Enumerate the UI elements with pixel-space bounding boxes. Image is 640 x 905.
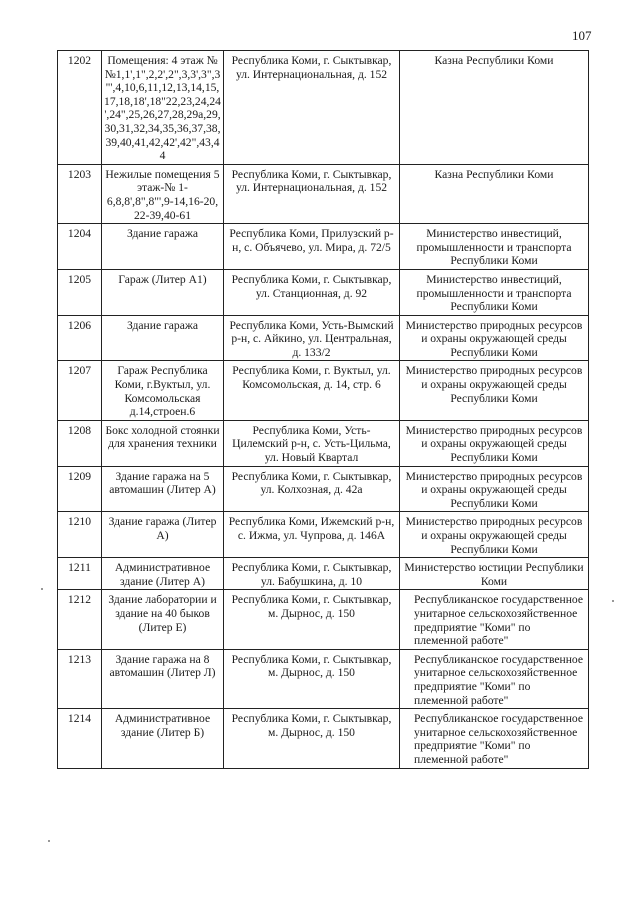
scan-speck <box>41 588 43 590</box>
table-row <box>58 224 589 270</box>
table-row <box>58 709 589 768</box>
object-owner: Министерство инвестиций, промышленности и транспорта Республики Коми <box>400 224 589 270</box>
object-name: Административное здание (Литер А) <box>102 558 224 590</box>
object-owner: Министерство природных ресурсов и охраны окружающей среды Республики Коми <box>400 466 589 512</box>
object-name: Нежилые помещения 5 этаж-№ 1-6,8,8',8",8"',9-14,16-20, 22-39,40-61 <box>102 164 224 223</box>
object-address: Республика Коми, Усть-Вымский р-н, с. Айкино, ул. Центральная, д. 133/2 <box>224 315 400 361</box>
row-number: 1208 <box>58 420 102 466</box>
row-number: 1211 <box>58 558 102 590</box>
object-address: Республика Коми, г. Сыктывкар, ул. Интернациональная, д. 152 <box>224 51 400 165</box>
table-row <box>58 269 589 315</box>
table-row <box>58 466 589 512</box>
table-row <box>58 315 589 361</box>
object-address: Республика Коми, г. Сыктывкар, ул. Колхозная, д. 42а <box>224 466 400 512</box>
row-number: 1202 <box>58 51 102 165</box>
object-address: Республика Коми, Ижемский р-н, с. Ижма, ул. Чупрова, д. 146А <box>224 512 400 558</box>
row-number: 1210 <box>58 512 102 558</box>
row-number: 1213 <box>58 649 102 708</box>
object-owner: Республиканское государственное унитарное сельскохозяйственное предприятие "Коми" по племенной работе" <box>400 709 589 768</box>
object-owner: Казна Республики Коми <box>400 164 589 223</box>
object-name: Здание лаборатории и здание на 40 быков (Литер Е) <box>102 590 224 649</box>
object-name: Здание гаража на 8 автомашин (Литер Л) <box>102 649 224 708</box>
object-name: Здание гаража на 5 автомашин (Литер А) <box>102 466 224 512</box>
row-number: 1205 <box>58 269 102 315</box>
object-owner: Министерство природных ресурсов и охраны окружающей среды Республики Коми <box>400 361 589 420</box>
object-address: Республика Коми, г. Сыктывкар, ул. Станционная, д. 92 <box>224 269 400 315</box>
row-number: 1204 <box>58 224 102 270</box>
object-address: Республика Коми, г. Сыктывкар, ул. Бабушкина, д. 10 <box>224 558 400 590</box>
object-address: Республика Коми, г. Вуктыл, ул. Комсомольская, д. 14, стр. 6 <box>224 361 400 420</box>
object-owner: Республиканское государственное унитарное сельскохозяйственное предприятие "Коми" по племенной работе" <box>400 590 589 649</box>
object-owner: Министерство инвестиций, промышленности и транспорта Республики Коми <box>400 269 589 315</box>
object-name: Гараж Республика Коми, г.Вуктыл, ул. Комсомольская д.14,строен.6 <box>102 361 224 420</box>
object-name: Здание гаража <box>102 315 224 361</box>
object-address: Республика Коми, г. Сыктывкар, м. Дырнос, д. 150 <box>224 649 400 708</box>
object-owner: Министерство природных ресурсов и охраны окружающей среды Республики Коми <box>400 512 589 558</box>
object-address: Республика Коми, г. Сыктывкар, м. Дырнос, д. 150 <box>224 590 400 649</box>
row-number: 1209 <box>58 466 102 512</box>
table-row <box>58 558 589 590</box>
table-row <box>58 512 589 558</box>
object-name: Здание гаража (Литер А) <box>102 512 224 558</box>
table-row <box>58 51 589 165</box>
table-row <box>58 649 589 708</box>
object-name: Бокс холодной стоянки для хранения техники <box>102 420 224 466</box>
property-registry-table <box>57 50 589 769</box>
row-number: 1214 <box>58 709 102 768</box>
object-address: Республика Коми, Прилузский р-н, с. Объячево, ул. Мира, д. 72/5 <box>224 224 400 270</box>
table-row <box>58 420 589 466</box>
object-owner: Министерство природных ресурсов и охраны окружающей среды Республики Коми <box>400 315 589 361</box>
row-number: 1206 <box>58 315 102 361</box>
object-name: Помещения: 4 этаж №№1,1',1",2,2',2",3,3',3",3"',4,10,6,11,12,13,14,15,17,18,18',18"22,23,24,24',24",25,26,27,28,29а,29,30,31,32,34,35,36,37,38,39,40,41,42,42',42",43,44 <box>102 51 224 165</box>
table-row <box>58 361 589 420</box>
object-address: Республика Коми, Усть-Цилемский р-н, с. Усть-Цильма, ул. Новый Квартал <box>224 420 400 466</box>
object-address: Республика Коми, г. Сыктывкар, м. Дырнос, д. 150 <box>224 709 400 768</box>
object-owner: Республиканское государственное унитарное сельскохозяйственное предприятие "Коми" по племенной работе" <box>400 649 589 708</box>
row-number: 1212 <box>58 590 102 649</box>
object-owner: Министерство юстиции Республики Коми <box>400 558 589 590</box>
row-number: 1203 <box>58 164 102 223</box>
object-address: Республика Коми, г. Сыктывкар, ул. Интернациональная, д. 152 <box>224 164 400 223</box>
object-name: Здание гаража <box>102 224 224 270</box>
object-name: Административное здание (Литер Б) <box>102 709 224 768</box>
object-owner: Министерство природных ресурсов и охраны окружающей среды Республики Коми <box>400 420 589 466</box>
scan-speck <box>612 600 614 602</box>
row-number: 1207 <box>58 361 102 420</box>
object-owner: Казна Республики Коми <box>400 51 589 165</box>
object-name: Гараж (Литер А1) <box>102 269 224 315</box>
scan-speck <box>48 840 50 842</box>
table-row <box>58 590 589 649</box>
page-number: 107 <box>572 28 592 43</box>
table-row <box>58 164 589 223</box>
